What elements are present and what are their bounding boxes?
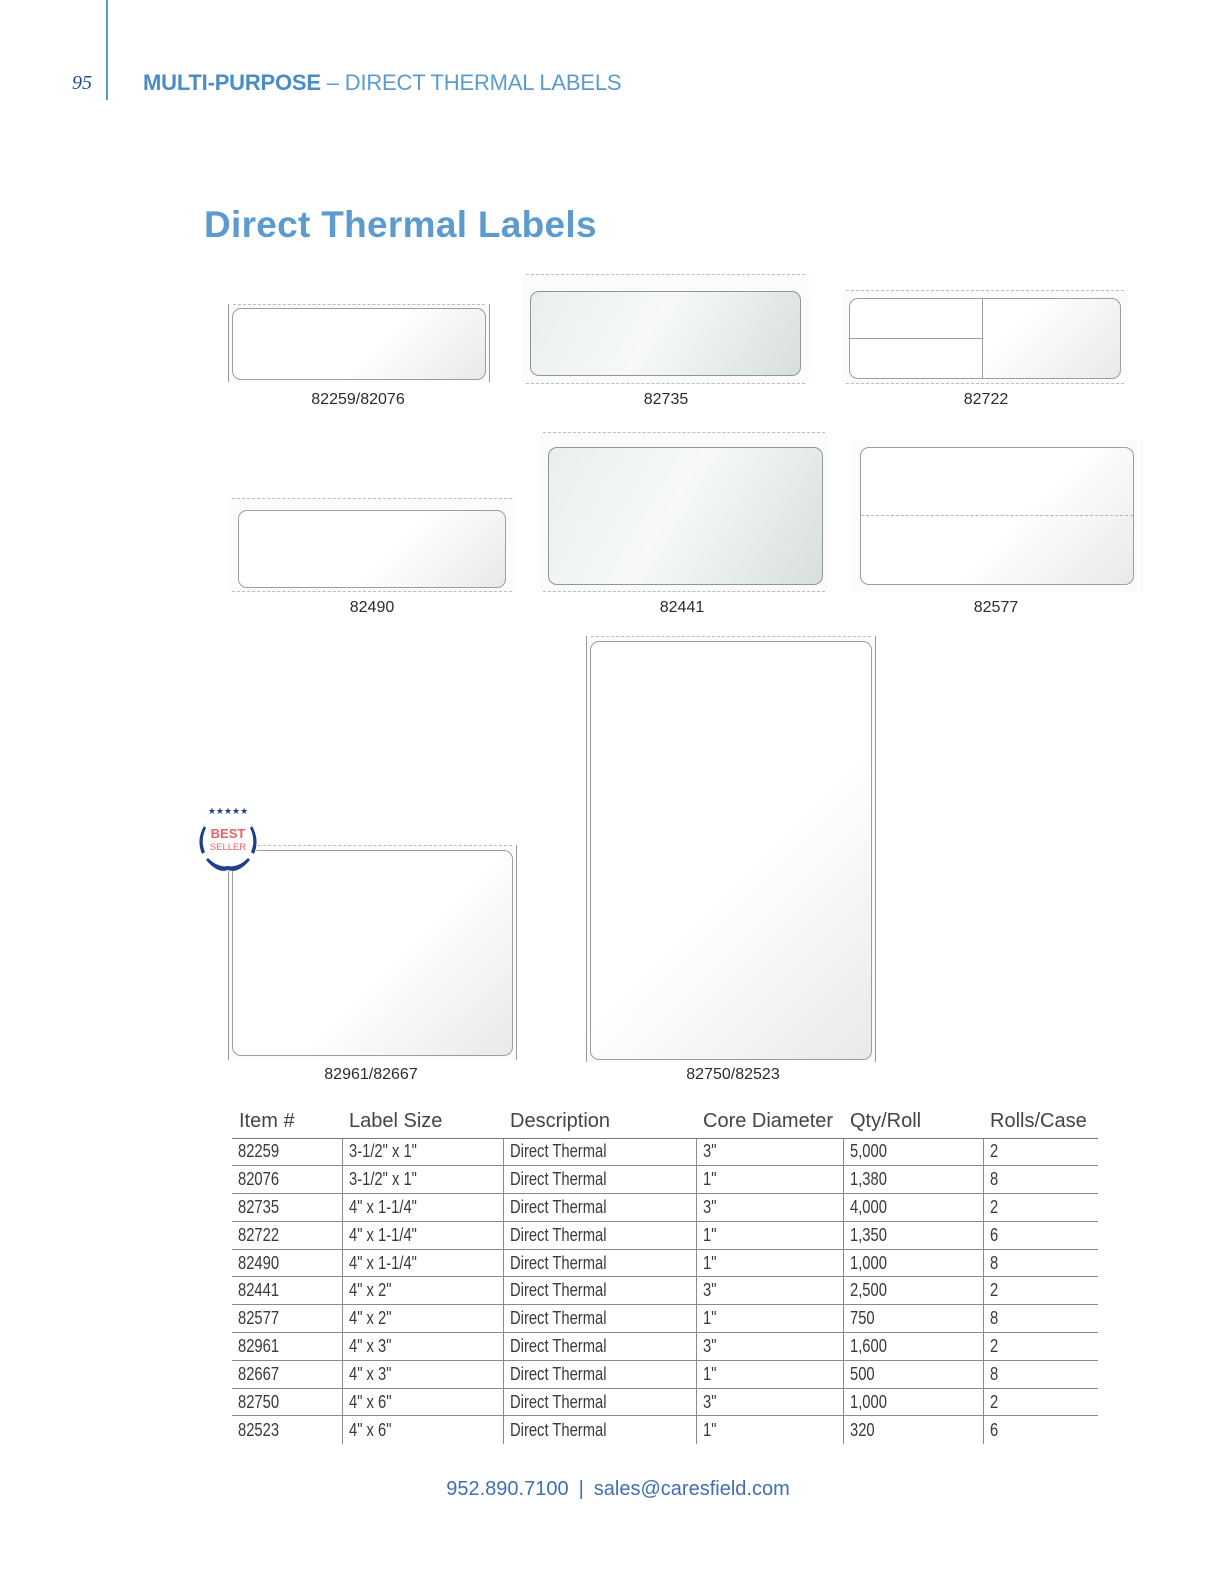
label-caption: 82750/82523	[686, 1066, 780, 1083]
cell-item: 82961	[232, 1333, 342, 1361]
product-table	[232, 1108, 1098, 1444]
badge-line1: BEST	[210, 826, 246, 841]
cell-core-diameter: 1"	[696, 1166, 843, 1194]
table-row	[232, 1138, 1098, 1166]
cell-label-size: 4" x 6"	[342, 1388, 503, 1416]
label-face	[238, 510, 506, 588]
label-caption: 82490	[349, 599, 395, 616]
cell-qty-roll: 2,500	[843, 1277, 983, 1305]
cell-description: Direct Thermal	[503, 1305, 696, 1333]
cell-item: 82722	[232, 1221, 342, 1249]
svg-text:★★★★★: ★★★★★	[207, 807, 249, 817]
cell-rolls-case: 6	[983, 1416, 1098, 1444]
label-face	[860, 447, 1134, 585]
cell-qty-roll: 1,000	[843, 1388, 983, 1416]
column-header-core-diameter: Core Diameter	[696, 1108, 843, 1138]
cell-core-diameter: 1"	[696, 1221, 843, 1249]
label-face	[590, 641, 872, 1060]
cell-item: 82577	[232, 1305, 342, 1333]
column-header-rolls-case: Rolls/Case	[983, 1108, 1098, 1138]
footer-phone[interactable]: 952.890.7100	[446, 1478, 569, 1500]
cell-item: 82441	[232, 1277, 342, 1305]
cell-qty-roll: 1,380	[843, 1166, 983, 1194]
label-face	[548, 447, 823, 585]
label-face	[232, 308, 486, 380]
label-illustration-82961	[228, 845, 517, 1060]
cell-qty-roll: 4,000	[843, 1194, 983, 1222]
cell-item: 82259	[232, 1138, 342, 1166]
cell-item: 82490	[232, 1249, 342, 1277]
label-face	[232, 850, 513, 1056]
cell-description: Direct Thermal	[503, 1277, 696, 1305]
cell-label-size: 4" x 1-1/4"	[342, 1194, 503, 1222]
cell-rolls-case: 8	[983, 1360, 1098, 1388]
label-caption: 82961/82667	[324, 1066, 418, 1083]
table-row	[232, 1416, 1098, 1444]
cell-qty-roll: 320	[843, 1416, 983, 1444]
table-row	[232, 1388, 1098, 1416]
cell-label-size: 4" x 6"	[342, 1416, 503, 1444]
cell-rolls-case: 8	[983, 1305, 1098, 1333]
cell-core-diameter: 3"	[696, 1333, 843, 1361]
cell-core-diameter: 3"	[696, 1388, 843, 1416]
label-illustration-82735	[522, 274, 809, 384]
footer-email-link[interactable]: sales@caresfield.com	[593, 1478, 790, 1500]
label-illustration-82750	[586, 636, 876, 1062]
cell-core-diameter: 3"	[696, 1194, 843, 1222]
cell-rolls-case: 2	[983, 1277, 1098, 1305]
cell-label-size: 4" x 1-1/4"	[342, 1249, 503, 1277]
cell-description: Direct Thermal	[503, 1166, 696, 1194]
table-header-row	[232, 1108, 1098, 1138]
label-caption: 82259/82076	[311, 391, 405, 408]
footer-contact	[0, 1478, 1224, 1501]
table-row	[232, 1249, 1098, 1277]
label-illustration-82441	[539, 432, 829, 592]
section-header	[143, 70, 621, 96]
cell-rolls-case: 2	[983, 1388, 1098, 1416]
cell-description: Direct Thermal	[503, 1360, 696, 1388]
cell-core-diameter: 3"	[696, 1138, 843, 1166]
column-header-qty-roll: Qty/Roll	[843, 1108, 983, 1138]
cell-description: Direct Thermal	[503, 1249, 696, 1277]
table-row	[232, 1305, 1098, 1333]
page-number: 95	[72, 72, 92, 94]
cell-rolls-case: 2	[983, 1333, 1098, 1361]
badge-line2: SELLER	[209, 842, 247, 853]
cell-description: Direct Thermal	[503, 1138, 696, 1166]
table-row	[232, 1333, 1098, 1361]
cell-qty-roll: 1,600	[843, 1333, 983, 1361]
table-row	[232, 1360, 1098, 1388]
cell-description: Direct Thermal	[503, 1221, 696, 1249]
column-header-item: Item #	[232, 1108, 342, 1138]
section-header-bold: MULTI-PURPOSE	[143, 70, 321, 95]
label-perforation	[861, 515, 1133, 516]
cell-label-size: 4" x 3"	[342, 1333, 503, 1361]
table-row	[232, 1221, 1098, 1249]
cell-label-size: 4" x 2"	[342, 1305, 503, 1333]
label-face	[849, 298, 1121, 379]
label-horizontal-divider	[850, 338, 982, 339]
cell-rolls-case: 8	[983, 1166, 1098, 1194]
column-header-description: Description	[503, 1108, 696, 1138]
footer-separator: |	[578, 1478, 584, 1500]
label-caption: 82722	[963, 391, 1009, 408]
header-divider	[106, 0, 108, 100]
cell-label-size: 4" x 2"	[342, 1277, 503, 1305]
cell-label-size: 4" x 3"	[342, 1360, 503, 1388]
cell-label-size: 4" x 1-1/4"	[342, 1221, 503, 1249]
cell-item: 82750	[232, 1388, 342, 1416]
cell-description: Direct Thermal	[503, 1333, 696, 1361]
cell-rolls-case: 8	[983, 1249, 1098, 1277]
label-caption: 82441	[659, 599, 705, 616]
table-row	[232, 1194, 1098, 1222]
cell-qty-roll: 1,000	[843, 1249, 983, 1277]
cell-label-size: 3-1/2" x 1"	[342, 1166, 503, 1194]
label-illustration-82577	[851, 440, 1143, 592]
label-vertical-divider	[982, 299, 983, 378]
cell-rolls-case: 6	[983, 1221, 1098, 1249]
cell-qty-roll: 750	[843, 1305, 983, 1333]
cell-core-diameter: 1"	[696, 1305, 843, 1333]
cell-label-size: 3-1/2" x 1"	[342, 1138, 503, 1166]
cell-item: 82667	[232, 1360, 342, 1388]
label-illustration-82490	[228, 498, 516, 592]
cell-rolls-case: 2	[983, 1138, 1098, 1166]
cell-description: Direct Thermal	[503, 1388, 696, 1416]
cell-core-diameter: 1"	[696, 1249, 843, 1277]
cell-item: 82735	[232, 1194, 342, 1222]
page-title: Direct Thermal Labels	[204, 204, 597, 245]
section-header-rest: – DIRECT THERMAL LABELS	[320, 70, 622, 95]
label-illustration-82722	[842, 290, 1128, 384]
label-caption: 82735	[643, 391, 689, 408]
cell-core-diameter: 1"	[696, 1416, 843, 1444]
cell-core-diameter: 1"	[696, 1360, 843, 1388]
cell-core-diameter: 3"	[696, 1277, 843, 1305]
cell-qty-roll: 500	[843, 1360, 983, 1388]
table-row	[232, 1277, 1098, 1305]
table-row	[232, 1166, 1098, 1194]
cell-description: Direct Thermal	[503, 1194, 696, 1222]
label-illustration-82259	[228, 304, 490, 382]
label-face	[530, 291, 801, 376]
cell-rolls-case: 2	[983, 1194, 1098, 1222]
cell-item: 82076	[232, 1166, 342, 1194]
cell-item: 82523	[238, 1419, 280, 1440]
cell-qty-roll: 1,350	[843, 1221, 983, 1249]
cell-qty-roll: 5,000	[843, 1138, 983, 1166]
column-header-label-size: Label Size	[342, 1108, 503, 1138]
cell-description: Direct Thermal	[503, 1416, 696, 1444]
best-seller-badge-icon	[192, 804, 264, 876]
label-caption: 82577	[973, 599, 1019, 616]
